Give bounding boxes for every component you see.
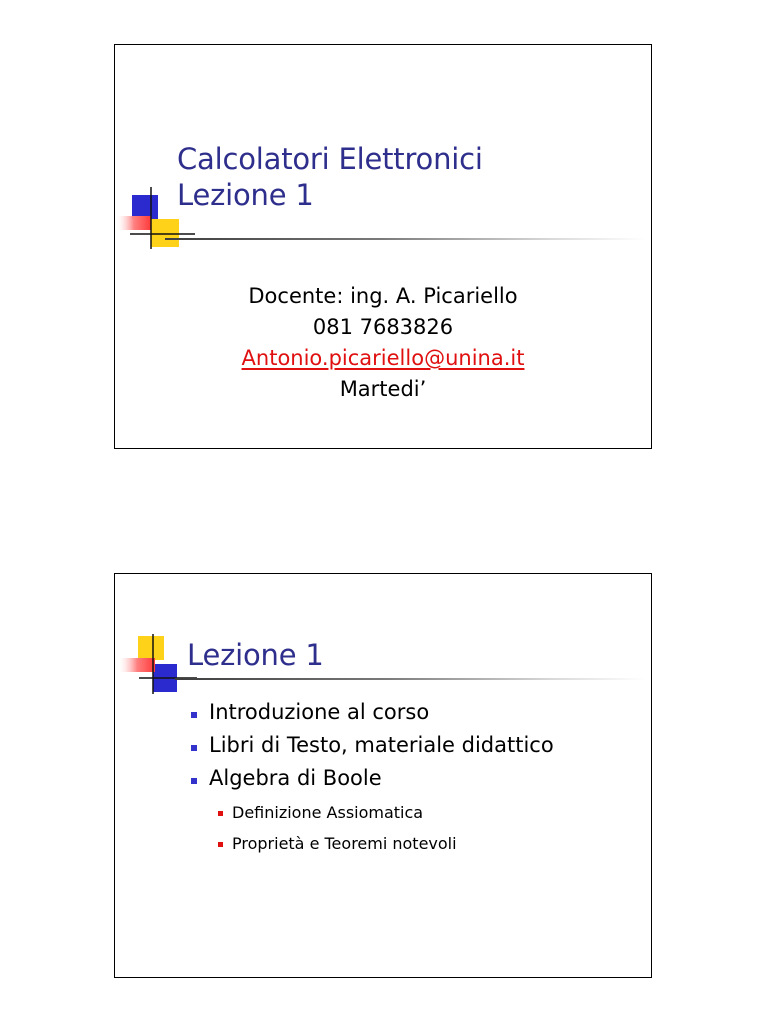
slide-decoration-icon [117,632,197,712]
title-underline [175,678,645,680]
title-line-2: Lezione 1 [177,178,314,213]
email-link[interactable]: Antonio.picariello@unina.it [241,346,525,370]
title-line-1: Calcolatori Elettronici [177,142,483,176]
phone-text: 081 7683826 [312,315,454,339]
bullet-square-icon [191,778,197,784]
slide-body [115,281,651,405]
slide-title [177,141,483,214]
sub-bullet-list [214,797,457,859]
bullet-square-icon [191,745,197,751]
day-text: Martedi’ [339,377,427,401]
bullet-square-icon [191,712,197,718]
sub-list-item: Definizione Assiomatica [214,797,457,828]
title-underline [165,238,645,240]
bullet-list [187,696,554,795]
list-item: Introduzione al corso [187,696,554,729]
slide-2 [114,573,652,978]
slide-title: Lezione 1 [187,638,324,672]
list-item: Algebra di Boole [187,762,554,795]
list-item: Libri di Testo, materiale didattico [187,729,554,762]
sub-bullet-square-icon [218,842,223,847]
sub-bullet-square-icon [218,811,223,816]
docente-text: Docente: ing. A. Picariello [248,284,518,308]
sub-list-item: Proprietà e Teoremi notevoli [214,828,457,859]
slide-1 [114,44,652,449]
